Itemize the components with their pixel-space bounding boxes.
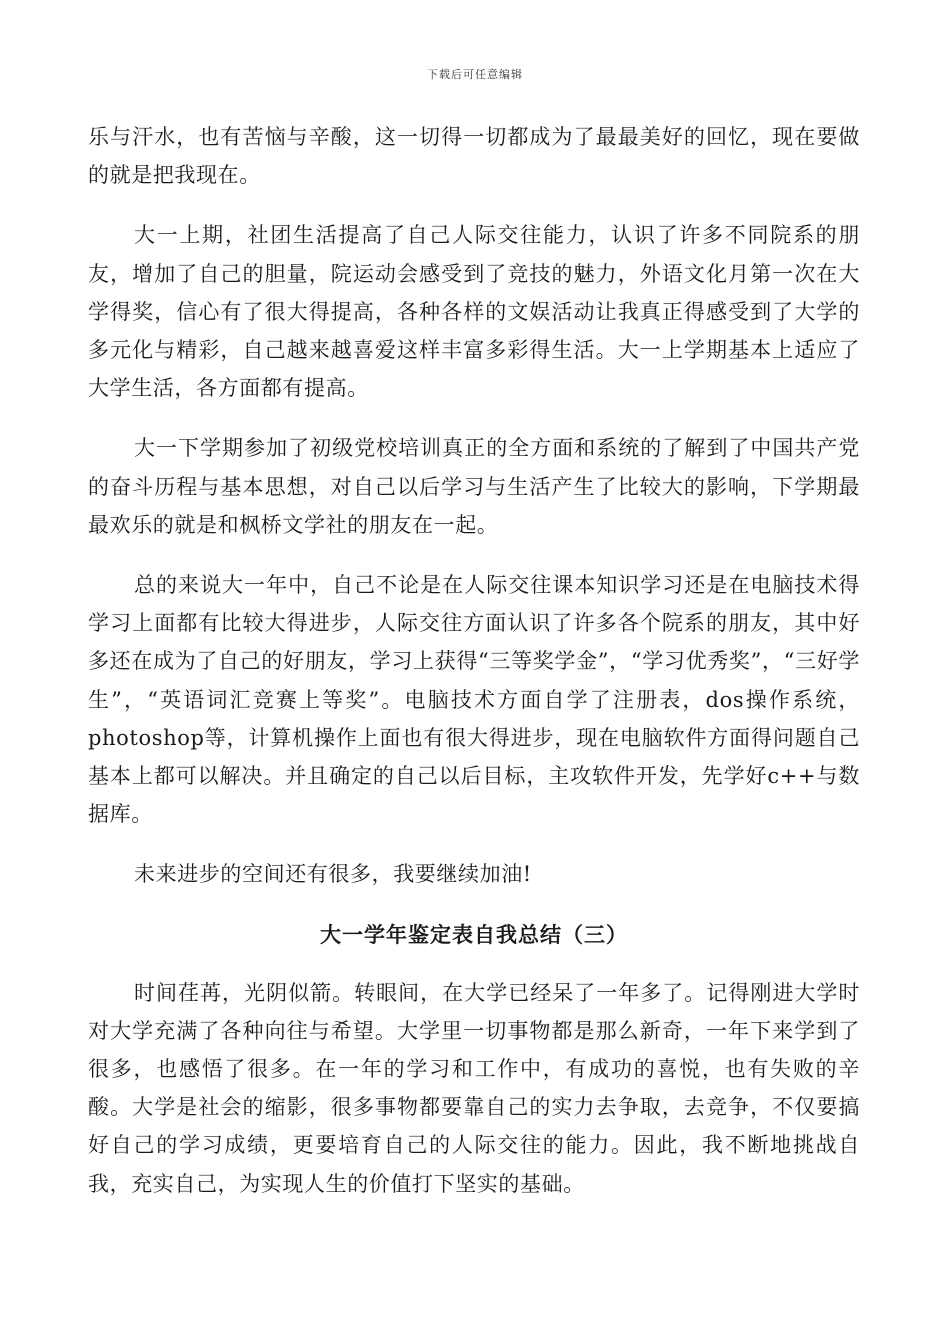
paragraph-second-semester: 大一下学期参加了初级党校培训真正的全方面和系统的了解到了中国共产党的奋斗历程与基本思想，对自己以后学习与生活产生了比较大的影响，下学期最最欢乐的就是和枫桥文学社的朋友在一起。	[88, 436, 860, 537]
header-note: 下载后可任意编辑	[427, 68, 523, 81]
document-body	[88, 118, 860, 1225]
paragraph-summary: 总的来说大一年中，自己不论是在人际交往课本知识学习还是在电脑技术得学习上面都有比较大得进步，人际交往方面认识了许多各个院系的朋友，其中好多还在成为了自己的好朋友，学习上获得“三等奖学金”，“学习优秀奖”，“三好学生”，“英语词汇竞赛上等奖”。电脑技术方面自学了注册表，dos操作系统，photoshop等，计算机操作上面也有很大得进步，现在电脑软件方面得问题自己基本上都可以解决。并且确定的自己以后目标，主攻软件开发，先学好c++与数据库。	[88, 573, 860, 827]
section-heading: 大一学年鉴定表自我总结（三）	[320, 921, 628, 947]
paragraph-section-three: 时间荏苒，光阴似箭。转眼间，在大学已经呆了一年多了。记得刚进大学时对大学充满了各种向往与希望。大学里一切事物都是那么新奇，一年下来学到了很多，也感悟了很多。在一年的学习和工作中，有成功的喜悦，也有失败的辛酸。大学是社会的缩影，很多事物都要靠自己的实力去争取，去竞争，不仅要搞好自己的学习成绩，更要培育自己的人际交往的能力。因此，我不断地挑战自我，充实自己，为实现人生的价值打下坚实的基础。	[88, 980, 860, 1196]
paragraph-first-semester: 大一上期，社团生活提高了自己人际交往能力，认识了许多不同院系的朋友，增加了自己的胆量，院运动会感受到了竞技的魅力，外语文化月第一次在大学得奖，信心有了很大得提高，各种各样的文娱活动让我真正得感受到了大学的多元化与精彩，自己越来越喜爱这样丰富多彩得生活。大一上学期基本上适应了大学生活，各方面都有提高。	[88, 223, 860, 401]
paragraph-closing: 未来进步的空间还有很多，我要继续加油!	[134, 862, 532, 887]
paragraph-continuation: 乐与汗水，也有苦恼与辛酸，这一切得一切都成为了最最美好的回忆，现在要做的就是把我现在。	[88, 125, 860, 188]
